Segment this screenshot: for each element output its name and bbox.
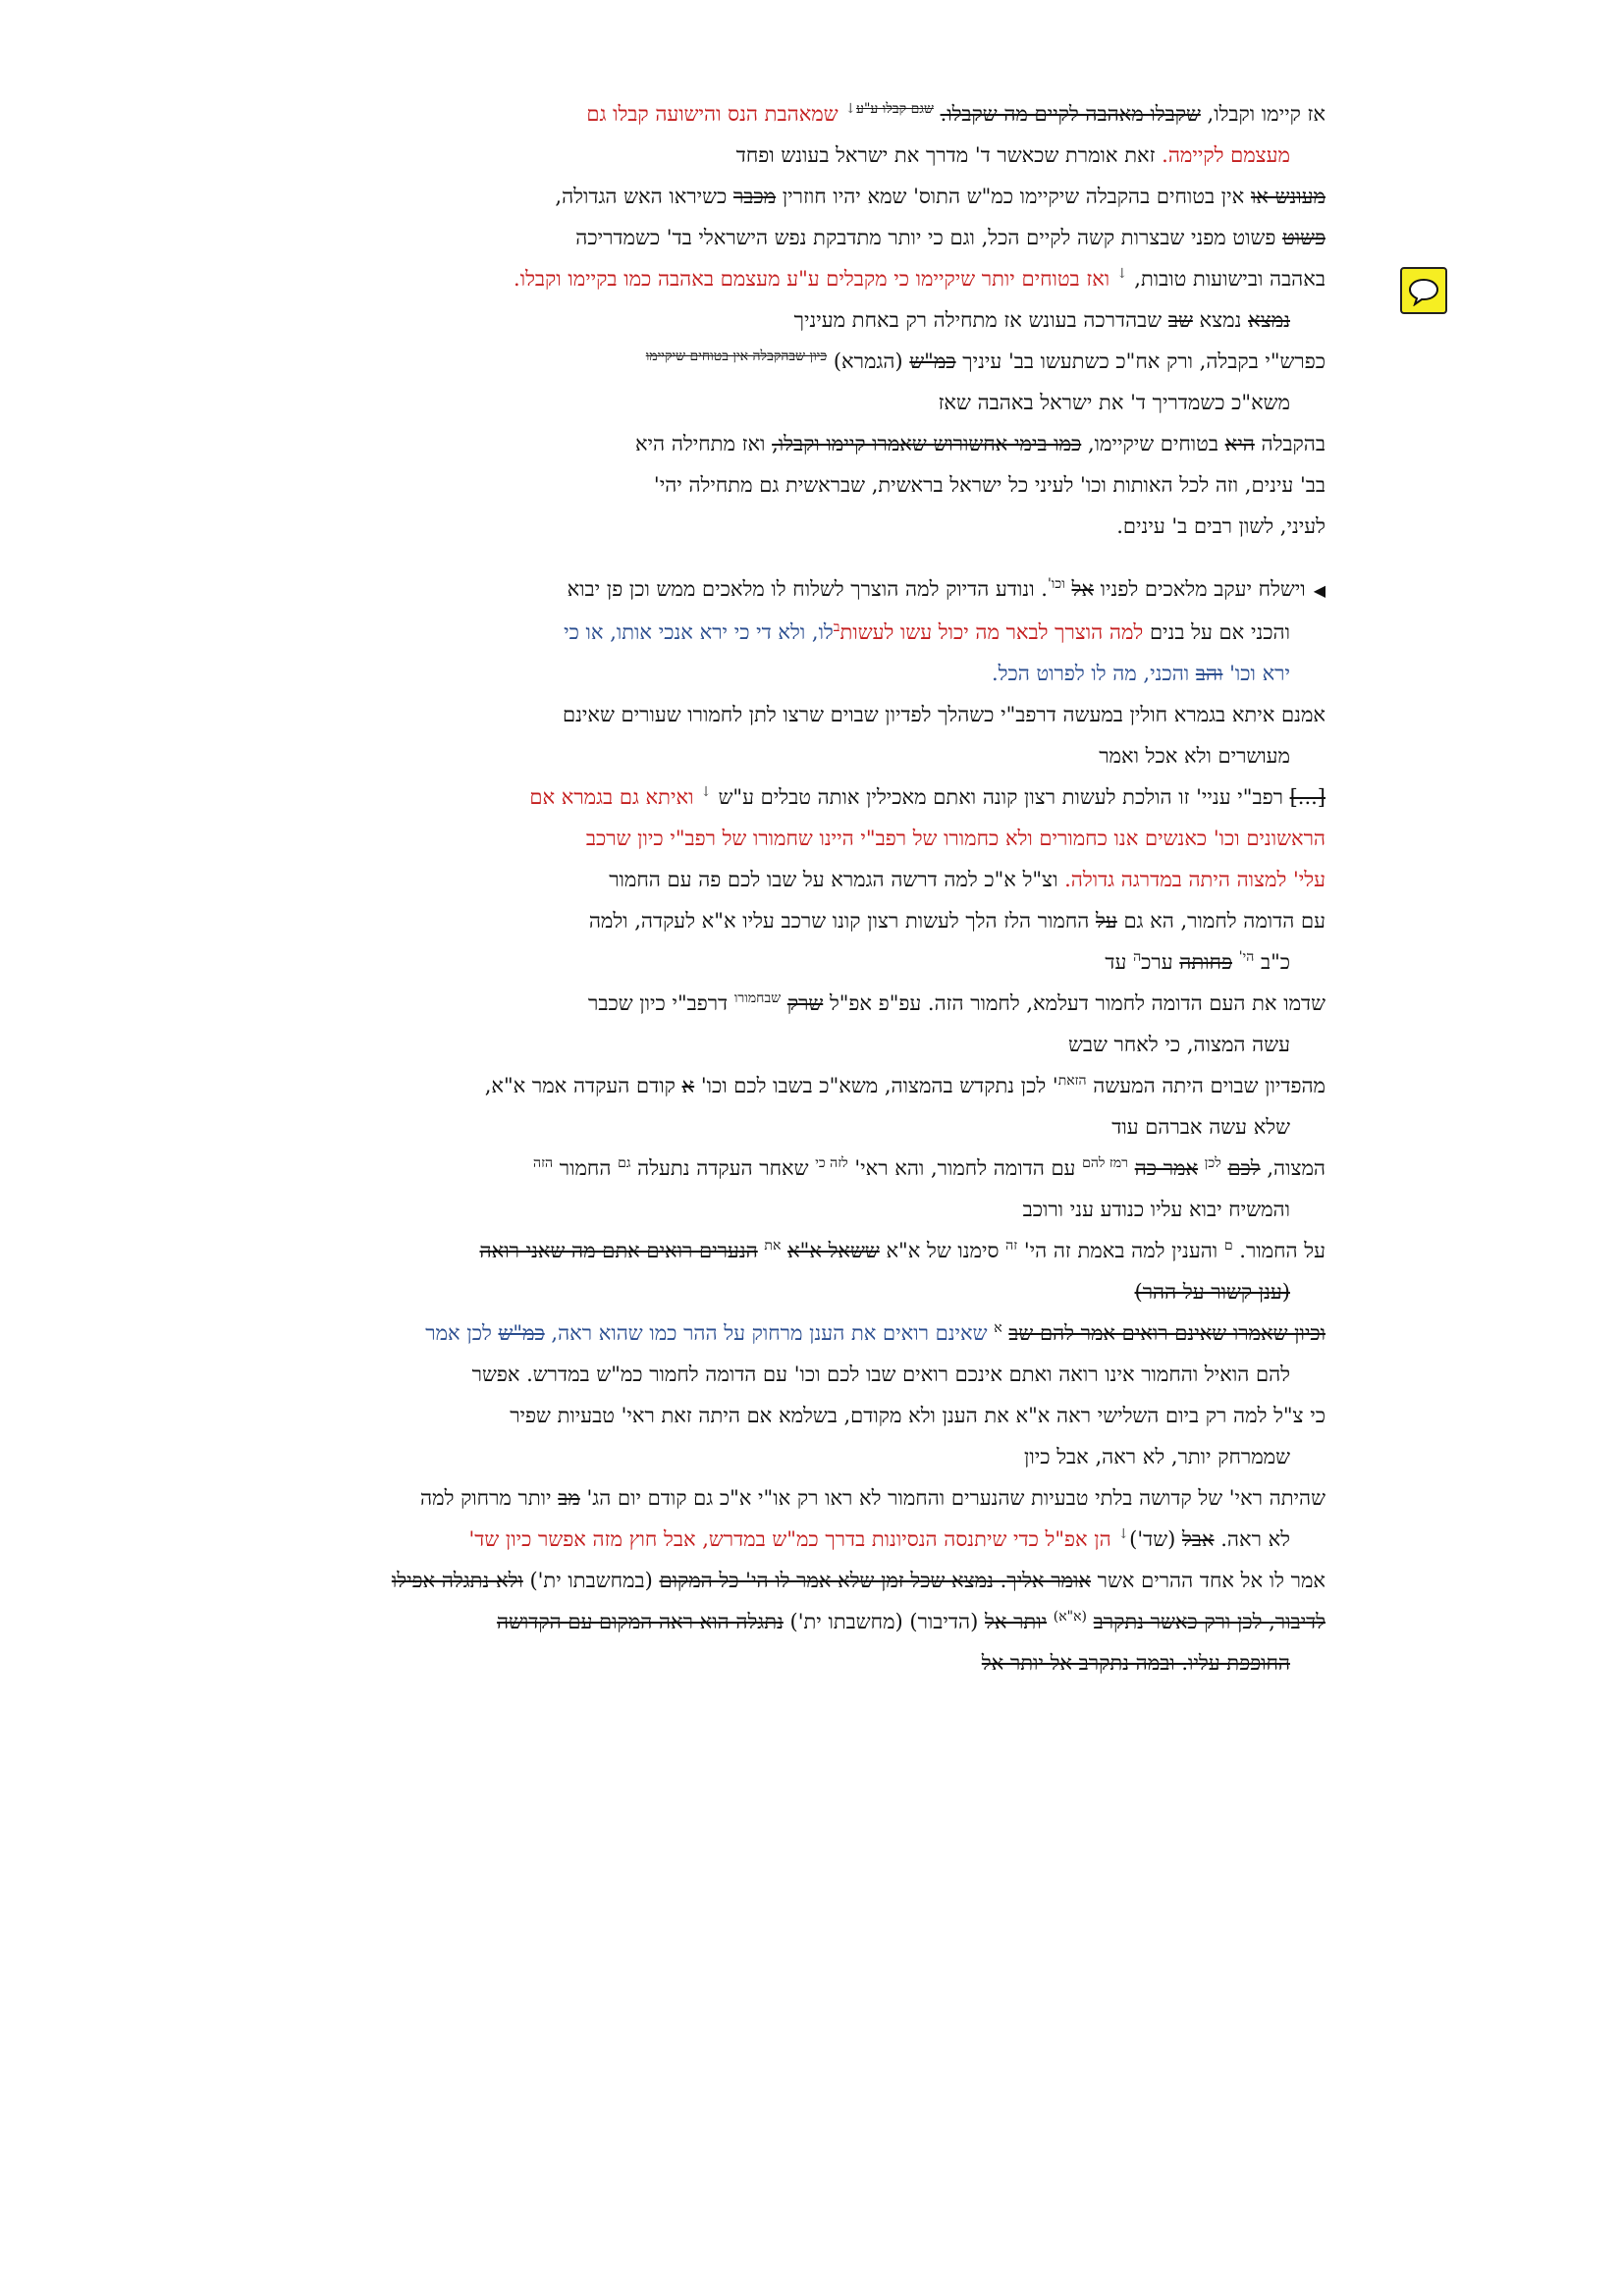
line [314, 941, 1325, 983]
text: החמור הלז הלך לעשות רצון קונו שרכב עליו א"א לעקדה, ולמה [588, 909, 1090, 933]
line [314, 176, 1325, 217]
line [314, 423, 1325, 464]
struck-text: והב [1195, 662, 1223, 685]
text: החמור [559, 1156, 612, 1180]
superscript-insert: לזה כי [815, 1155, 848, 1171]
red-text: ואיתא גם בגמרא אם [529, 785, 694, 809]
text: מהפדיון שבוים היתה המעשה [1093, 1074, 1325, 1097]
line: שממרחק יותר, לא ראה, אבל כיון [1024, 1445, 1290, 1468]
down-arrow-icon: ↓ [1115, 266, 1128, 282]
struck-text: על [1096, 909, 1117, 933]
line: שלא עשה אברהם עוד [1111, 1115, 1290, 1139]
line [314, 776, 1325, 818]
text: אז קיימו וקבלו, [1207, 102, 1325, 126]
text: כפרש"י בקבלה [1206, 349, 1325, 373]
struck-text: ולא נתגלה אפילו [391, 1569, 523, 1592]
text: בטוחים שיקיימו, [1087, 432, 1218, 455]
red-text: מעצמם לקיימה. [1162, 143, 1290, 167]
struck-text: לכם [1227, 1156, 1261, 1180]
bullet-arrow-icon: ◀ [1313, 581, 1325, 600]
text: המצוה, [1267, 1156, 1325, 1180]
text: לא ראה. [1220, 1527, 1290, 1551]
text: באהבה ובישועות טובות, [1134, 267, 1325, 291]
speech-bubble-icon [1407, 277, 1440, 306]
red-text: עלי' למצוה היתה במדרגה גדולה. [1064, 868, 1325, 891]
line: אמנם איתא בגמרא חולין במעשה דרפב"י כשהלך לפדיון שבוים שרצו לתן לחמורו שעורים שאינם [562, 703, 1325, 726]
text: עם הדומה לחמור, הא גם [1123, 909, 1325, 933]
blue-text: ירא וכו' [1229, 662, 1290, 685]
struck-text: שב [1167, 308, 1193, 332]
struck-text: לדיבור, לכן ורק כאשר נתקרב [1093, 1610, 1325, 1633]
text: שהיתה ראי' של קדושה בלתי טבעיות שהנערים והחמור לא ראו רק או"י א"כ גם קודם יום הג' [586, 1486, 1325, 1510]
text: עד [1105, 950, 1127, 974]
text: קודם העקדה אמר א"א, [484, 1074, 676, 1097]
superscript-insert: וכו' [1047, 576, 1065, 592]
superscript-insert: לכן [1204, 1155, 1221, 1171]
text: כשיראו האש הגדולה, [555, 185, 728, 208]
line [314, 217, 1325, 258]
struck-text: [...] [1289, 785, 1325, 809]
red-text: הן אפ"ל כדי שיתנסה הנסיונות בדרך כמ"ש במדרש, אבל חוץ מזה אפשר כיון שד' [468, 1527, 1111, 1551]
text: ' לכן נתקדש בהמצוה, משא"כ בשבו לכם וכו' [700, 1074, 1058, 1097]
line [314, 93, 1325, 134]
line: (ענן קשור על ההר) [1134, 1280, 1290, 1304]
text: ואז מתחילה היא [634, 432, 766, 455]
text: (שד') [1129, 1527, 1176, 1551]
superscript-insert: הזה [533, 1155, 554, 1171]
comment-annotation[interactable] [1400, 267, 1447, 314]
blue-text: שאינם רואים את הענן מרחוק על ההר כמו שהוא ראה, [551, 1321, 988, 1345]
struck-text: מכבר [732, 185, 777, 208]
text: אמר לו אל אחד ההרים אשר [1097, 1569, 1325, 1592]
line [314, 859, 1325, 900]
superscript-insert: רמז להם [1082, 1155, 1129, 1171]
line [314, 134, 1325, 176]
text: שבהדרכה בעונש אז מתחילה רק באחת מעיניך [793, 308, 1163, 332]
text: והענין למה באמת זה הי' [1023, 1239, 1218, 1262]
superscript-insert: שגם קבלו ע"ע [856, 101, 934, 117]
text: דרפב"י כיון שכבר [588, 991, 729, 1015]
down-arrow-icon: ↓ [700, 784, 712, 800]
text: רפב"י עניי' זו הולכת לעשות רצון קונה ואתם מאכילין אותה טבלים ע"ש [718, 785, 1283, 809]
text: כ"ב [1260, 950, 1290, 974]
struck-text: מעונש או [1250, 185, 1325, 208]
document-body [314, 93, 1325, 1683]
down-arrow-icon: ↓ [1117, 1526, 1130, 1542]
struck-text: נמצא [1248, 308, 1290, 332]
line [314, 1148, 1325, 1189]
superscript-insert: ם [1223, 1238, 1233, 1254]
text: וישלח יעקב מלאכים לפניו [1100, 577, 1306, 601]
line [314, 653, 1325, 694]
line [314, 1477, 1325, 1519]
struck-text: פשוט [1282, 226, 1325, 249]
text: שאחר העקדה נתעלה [637, 1156, 809, 1180]
down-arrow-icon: ↓ [844, 101, 857, 117]
red-text: ואז בטוחים יותר שיקיימו כי מקבלים ע"ע מעצמם באהבה כמו בקיימו וקבלו. [514, 267, 1110, 291]
blue-text: לכן אמר [425, 1321, 492, 1345]
line [314, 1230, 1325, 1271]
text: , ורק אח"כ כשתעשו בב' עיניך [962, 349, 1207, 373]
line [314, 341, 1325, 382]
text: יותר מרחוק למה [420, 1486, 552, 1510]
struck-text: שרק [786, 991, 824, 1015]
red-text: שמאהבת הנס והישועה קבלו גם [586, 102, 839, 126]
text: (הדיבור) [909, 1610, 979, 1633]
text: סימנו של א"א [886, 1239, 1000, 1262]
line [314, 900, 1325, 941]
paragraph-2 [314, 568, 1325, 1683]
struck-text: אל [1071, 577, 1094, 601]
text: שדמו את העם הדומה לחמור דעלמא, לחמור הזה. עפ"פ אפ"ל [829, 991, 1325, 1015]
superscript-insert: הזאת [1057, 1073, 1087, 1089]
struck-text: אמר כה [1134, 1156, 1199, 1180]
text: זאת אומרת שכאשר ד' מדרך את ישראל בעונש ופחד [735, 143, 1156, 167]
line: לעיני, לשון רבים ב' עינים. [1116, 514, 1325, 538]
superscript-insert: גם [618, 1155, 631, 1171]
struck-text: א [681, 1074, 695, 1097]
line: עשה המצוה, כי לאחר שבש [1068, 1033, 1290, 1056]
line [314, 1560, 1325, 1601]
blue-text: לו, ולא די כי ירא אנכי אותו, או כי [564, 620, 834, 644]
superscript-insert: א [994, 1320, 1002, 1336]
line [314, 1601, 1325, 1642]
text: והכני אם על בנים [1149, 620, 1290, 644]
text: ערכ [1141, 950, 1173, 974]
struck-text: אומר אליך. נמצא שכל זמן שלא אמר לו הי' כל המקום [659, 1569, 1091, 1592]
superscript-insert: זה [1005, 1238, 1018, 1254]
line: והמשיח יבוא עליו כנודע עני ורוכב [1022, 1198, 1290, 1221]
red-text: למה הוצרך לבאר מה יכול עשו לעשות [839, 620, 1144, 644]
struck-text: נתגלה הוא ראה המקום עם הקדושה [496, 1610, 784, 1633]
text: (מחשבתו ית') [789, 1610, 903, 1633]
line: כי צ"ל למה רק ביום השלישי ראה א"א את הענן ולא מקודם, בשלמא אם היתה זאת ראי' טבעיות שפיר [510, 1404, 1325, 1427]
line [314, 258, 1325, 299]
struck-text: כמו בימי אחשורוש שאמרו קיימו וקבלו, [772, 432, 1082, 455]
line [314, 299, 1325, 341]
line [314, 612, 1325, 653]
text: אין בטוחים בהקבלה שיקיימו כמ"ש התוס' שמא יהיו חוזרין [782, 185, 1245, 208]
struck-text: יותר אל [985, 1610, 1048, 1633]
superscript-insert: הי' [1238, 949, 1255, 965]
text: (הגמרא) [833, 349, 903, 373]
struck-text: מב [558, 1486, 580, 1510]
line: החופפת עליו. ובמה נתקרב אל יותר אל [981, 1651, 1290, 1675]
text: (במחשבתו ית') [529, 1569, 653, 1592]
struck-text: הנערים רואים אתם מה שאני רואה [479, 1239, 758, 1262]
line [314, 1065, 1325, 1106]
superscript-insert: ה [1133, 949, 1142, 965]
blue-text: והכני, מה לו לפרוט הכל. [991, 662, 1190, 685]
superscript-insert: (א"א) [1053, 1609, 1087, 1625]
struck-text: אבל [1181, 1527, 1215, 1551]
struck-text: שקבלו מאהבה לקיים מה שקבלו. [940, 102, 1201, 126]
struck-text: פחותה [1179, 950, 1232, 974]
line [314, 1519, 1325, 1560]
text: בהקבלה [1261, 432, 1325, 455]
superscript-insert: שבחמורו [733, 990, 782, 1006]
superscript-insert: כיון שבהקבלה אין בטוחים שיקיימו [645, 348, 828, 364]
text: . ונודע הדיוק למה הוצרך לשלוח לו מלאכים ממש וכן פן יבוא [567, 577, 1048, 601]
paragraph-1 [314, 93, 1325, 547]
line: בב' עינים, וזה לכל האותות וכו' לעיני כל ישראל בראשית, שבראשית גם מתחילה יהי' [653, 473, 1325, 497]
line: הראשונים וכו' כאנשים אנו כחמורים ולא כחמורו של רפב"י היינו שחמורו של רפב"י כיון שרכב [585, 827, 1325, 850]
superscript-insert: ב [833, 619, 840, 635]
line: מעושרים ולא אכל ואמר [1099, 744, 1290, 768]
text: פשוט מפני שבצרות קשה לקיים הכל, וגם כי יותר מתדבקת נפש הישראלי בד' כשמדריכה [575, 226, 1276, 249]
struck-text: ששאל א"א [787, 1239, 880, 1262]
struck-text: כמ"ש [909, 349, 956, 373]
struck-text: היא [1224, 432, 1255, 455]
line: להם הואיל והחמור אינו רואה ואתם אינכם רואים שבו לכם וכו' עם הדומה לחמור כמ"ש במדרש. אפשר [471, 1362, 1290, 1386]
line: משא"כ כשמדריך ד' את ישראל באהבה שאז [938, 391, 1290, 414]
struck-text: כמ"ש [498, 1321, 545, 1345]
superscript-insert: את [764, 1238, 782, 1254]
line [314, 983, 1325, 1024]
text: עם הדומה לחמור, והא ראי' [854, 1156, 1076, 1180]
struck-text: וכיון שאמרו שאינם רואים אמר להם שב [1008, 1321, 1325, 1345]
line [314, 1312, 1325, 1354]
text: נמצא [1199, 308, 1242, 332]
line [314, 568, 1325, 612]
text: על החמור. [1239, 1239, 1325, 1262]
text: וצ"ל א"כ למה דרשה הגמרא על שבו לכם פה עם החמור [609, 868, 1058, 891]
